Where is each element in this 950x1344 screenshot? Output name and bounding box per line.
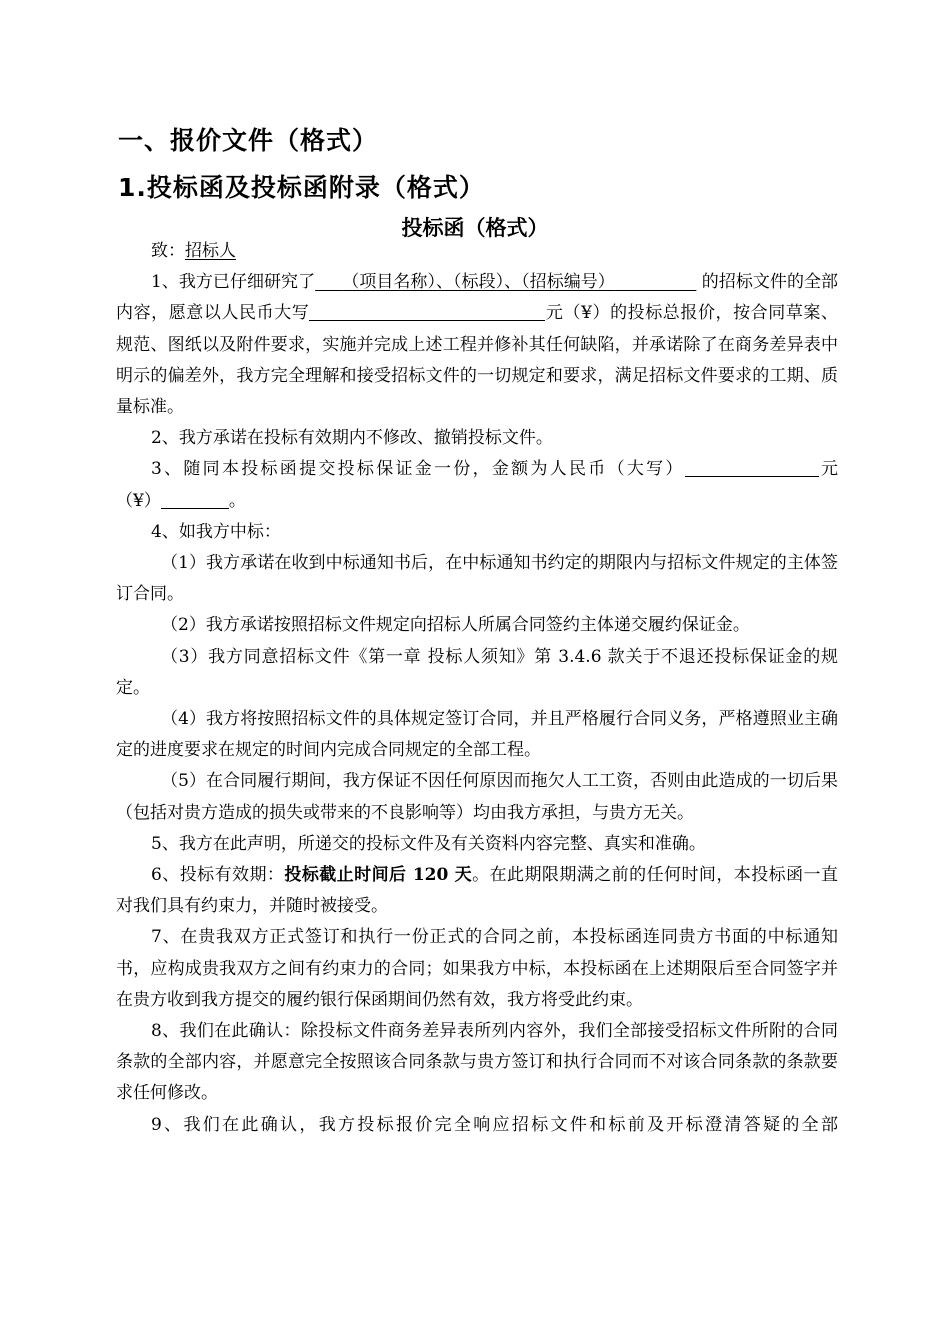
section-heading: 一、报价文件（格式） [118,126,379,155]
clause-3-line-1 [116,454,838,485]
clause-1-text-b: 的招标文件的全部内容，愿意以人民币大写 [116,272,839,324]
clause-3-text-c: （¥） [116,490,161,511]
form-title: 投标函（格式） [401,216,549,240]
clause-4-item-2: （2）我方承诺按照招标文件规定向招标人所属合同签约主体递交履约保证金。 [161,615,750,636]
clause-3-text-d: 。 [228,490,246,511]
clause-3-text-b: 元 [818,459,839,480]
clause-6 [116,860,838,922]
clause-1-text-a: 1、我方已仔细研究了 [151,272,316,293]
amount-words-blank [309,302,545,321]
project-info-fill [315,272,696,292]
clause-1 [116,267,838,423]
deposit-amount-blank [161,490,229,509]
clause-3-text-a: 3、随同本投标函提交投标保证金一份，金额为人民币（大写） [151,459,685,480]
validity-period: 投标截止时间后 120 天 [284,865,473,886]
clause-5: 5、我方在此声明，所递交的投标文件及有关资料内容完整、真实和准确。 [151,833,706,854]
clause-2: 2、我方承诺在投标有效期内不修改、撤销投标文件。 [151,428,553,449]
clause-4-item-3: （3）我方同意招标文件《第一章 投标人须知》第 3.4.6 款关于不退还投标保证金的规定。 [116,646,838,698]
project-info-text: （项目名称）、（标段）、（招标编号） [342,272,615,293]
clause-8: 8、我们在此确认：除投标文件商务差异表所列内容外，我们全部接受招标文件所附的合同条款的全部内容，并愿意完全按照该合同条款与贵方签订和执行合同而不对该合同条款的条款要求任何修改。 [116,1021,838,1104]
clause-3-line-2 [116,486,838,517]
clause-9: 9、我们在此确认，我方投标报价完全响应招标文件和标前及开标澄清答疑的全部 [151,1114,838,1135]
clause-4-item-5: （5）在合同履行期间，我方保证不因任何原因而拖欠人工工资，否则由此造成的一切后果（包括对贵方造成的损失或带来的不良影响等）均由我方承担，与贵方无关。 [116,771,838,823]
addressee-name: 招标人 [185,241,236,261]
addressee-prefix: 致： [151,241,185,261]
clause-7: 7、在贵我双方正式签订和执行一份正式的合同之前，本投标函连同贵方书面的中标通知书，应构成贵我双方之间有约束力的合同；如果我方中标，本投标函在上述期限后至合同签字并在贵方收到我方提交的履约银行保函期间仍然有效，我方将受此约束。 [116,927,838,1010]
clause-6-text-b: 。在此期限期满之前的任何时间，本投标函一直对我们具有约束力，并随时被接受。 [116,865,839,917]
deposit-words-blank [685,458,819,477]
subsection-heading: 1.投标函及投标函附录（格式） [118,173,485,202]
clause-4: 4、如我方中标： [151,521,281,542]
clause-4-item-1: （1）我方承诺在收到中标通知书后，在中标通知书约定的期限内与招标文件规定的主体签订合同。 [116,553,838,605]
letter-body [116,236,838,1141]
clause-4-item-4: （4）我方将按照招标文件的具体规定签订合同，并且严格履行合同义务，严格遵照业主确定的进度要求在规定的时间内完成合同规定的全部工程。 [116,709,838,761]
clause-1-text-c: 元（¥）的投标总报价，按合同草案、规范、图纸以及附件要求，实施并完成上述工程并修补其任何缺陷，并承诺除了在商务差异表中明示的偏差外，我方完全理解和接受招标文件的一切规定和要求，满足招标文件要求的工期、质量标准。 [116,303,838,418]
clause-6-text-a: 6、投标有效期： [151,865,285,886]
addressee-line [116,236,838,267]
